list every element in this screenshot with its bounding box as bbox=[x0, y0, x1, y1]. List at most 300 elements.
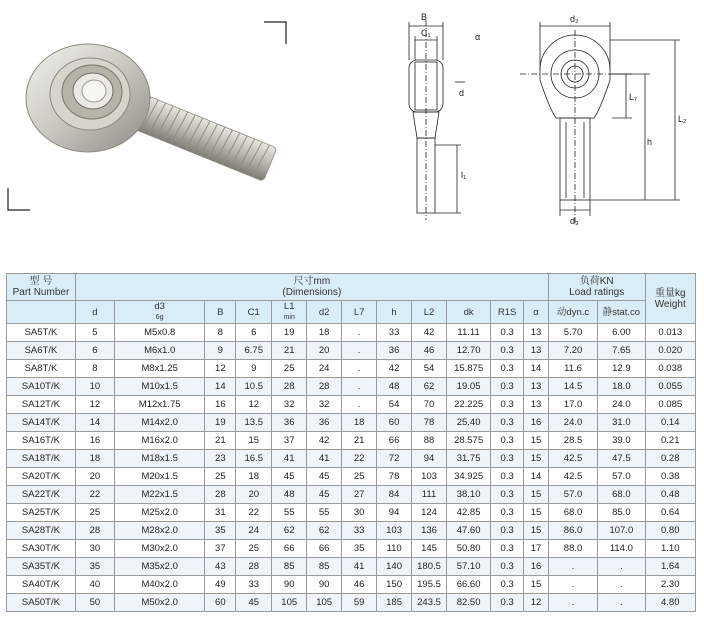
dim-l2-label: L₂ bbox=[678, 114, 687, 124]
table-cell: 62 bbox=[412, 378, 447, 396]
table-cell: 57.10 bbox=[447, 558, 491, 576]
table-cell: 42.5 bbox=[548, 468, 597, 486]
table-cell: 30 bbox=[75, 540, 114, 558]
table-cell: 31 bbox=[205, 504, 236, 522]
table-cell: 14 bbox=[524, 360, 549, 378]
table-cell: SA28T/K bbox=[7, 522, 76, 540]
table-cell: SA10T/K bbox=[7, 378, 76, 396]
table-cell: 28 bbox=[307, 378, 342, 396]
table-cell: 21 bbox=[272, 342, 307, 360]
header-stat: 静stat.co bbox=[598, 301, 645, 324]
table-cell: 0.3 bbox=[491, 522, 524, 540]
table-cell: 140 bbox=[377, 558, 412, 576]
table-cell: 0.038 bbox=[645, 360, 695, 378]
table-cell: . bbox=[548, 576, 597, 594]
table-cell: M18x1.5 bbox=[114, 450, 204, 468]
table-cell: SA22T/K bbox=[7, 486, 76, 504]
table-cell: 23 bbox=[205, 450, 236, 468]
table-cell: 9 bbox=[205, 342, 236, 360]
table-cell: 0.80 bbox=[645, 522, 695, 540]
table-cell: 24.0 bbox=[548, 414, 597, 432]
table-cell: 60 bbox=[377, 414, 412, 432]
header-load-en: Load ratings bbox=[569, 287, 625, 298]
table-cell: 0.3 bbox=[491, 486, 524, 504]
header-d3-label: d3 bbox=[154, 301, 165, 312]
table-cell: . bbox=[342, 396, 377, 414]
table-cell: 16 bbox=[205, 396, 236, 414]
table-cell: 11.11 bbox=[447, 324, 491, 342]
dim-d-label: d bbox=[459, 88, 465, 98]
table-cell: 36 bbox=[377, 342, 412, 360]
table-cell: 9 bbox=[236, 360, 272, 378]
table-cell: 10 bbox=[75, 378, 114, 396]
table-cell: 18 bbox=[236, 468, 272, 486]
table-cell: 24 bbox=[307, 360, 342, 378]
table-cell: 54 bbox=[377, 396, 412, 414]
table-cell: . bbox=[598, 576, 645, 594]
header-weight-cn: 重量kg bbox=[654, 287, 686, 299]
table-cell: 0.3 bbox=[491, 378, 524, 396]
table-cell: . bbox=[598, 594, 645, 612]
header-load-cn: 负荷KN bbox=[579, 276, 614, 287]
table-cell: 66 bbox=[272, 540, 307, 558]
table-cell: 28 bbox=[236, 558, 272, 576]
table-cell: 33 bbox=[377, 324, 412, 342]
table-cell: 46 bbox=[412, 342, 447, 360]
table-cell: 12.70 bbox=[447, 342, 491, 360]
table-cell: 19.05 bbox=[447, 378, 491, 396]
table-cell: 31.0 bbox=[598, 414, 645, 432]
table-cell: 43 bbox=[205, 558, 236, 576]
table-cell: 47.5 bbox=[598, 450, 645, 468]
table-cell: 38.10 bbox=[447, 486, 491, 504]
table-cell: 78 bbox=[377, 468, 412, 486]
header-model-cn: 型 号 bbox=[29, 276, 53, 287]
table-cell: SA5T/K bbox=[7, 324, 76, 342]
table-cell: 19 bbox=[272, 324, 307, 342]
table-cell: 15 bbox=[524, 504, 549, 522]
header-d3-sub: 6g bbox=[155, 314, 164, 321]
table-cell: 28 bbox=[205, 486, 236, 504]
table-cell: 0.64 bbox=[645, 504, 695, 522]
table-cell: 24.0 bbox=[598, 396, 645, 414]
table-cell: 16 bbox=[75, 432, 114, 450]
table-cell: 45 bbox=[307, 486, 342, 504]
table-cell: 32 bbox=[307, 396, 342, 414]
table-cell: 14 bbox=[75, 414, 114, 432]
table-cell: 103 bbox=[377, 522, 412, 540]
table-row bbox=[7, 504, 696, 522]
table-cell: 86.0 bbox=[548, 522, 597, 540]
table-cell: 37 bbox=[272, 432, 307, 450]
table-cell: 25 bbox=[272, 360, 307, 378]
table-cell: 15 bbox=[236, 432, 272, 450]
table-cell: 82.50 bbox=[447, 594, 491, 612]
dim-b-label: B bbox=[421, 12, 428, 22]
table-cell: 103 bbox=[412, 468, 447, 486]
table-cell: . bbox=[342, 342, 377, 360]
table-cell: 0.3 bbox=[491, 360, 524, 378]
table-cell: 13 bbox=[524, 342, 549, 360]
table-cell: 45 bbox=[236, 594, 272, 612]
table-row bbox=[7, 540, 696, 558]
table-cell: SA40T/K bbox=[7, 576, 76, 594]
table-cell: 15 bbox=[524, 486, 549, 504]
table-cell: 18.0 bbox=[598, 378, 645, 396]
table-cell: 15 bbox=[524, 576, 549, 594]
header-d2: d2 bbox=[307, 301, 342, 324]
table-cell: SA16T/K bbox=[7, 432, 76, 450]
table-cell: M25x2.0 bbox=[114, 504, 204, 522]
table-cell: 195.5 bbox=[412, 576, 447, 594]
table-cell: SA50T/K bbox=[7, 594, 76, 612]
table-header bbox=[7, 274, 696, 324]
table-cell: 24 bbox=[236, 522, 272, 540]
specification-table bbox=[6, 273, 696, 612]
table-cell: 70 bbox=[412, 396, 447, 414]
table-cell: M20x1.5 bbox=[114, 468, 204, 486]
table-cell: 12 bbox=[524, 594, 549, 612]
table-cell: 94 bbox=[412, 450, 447, 468]
table-cell: 78 bbox=[412, 414, 447, 432]
table-cell: 35 bbox=[342, 540, 377, 558]
table-cell: M16x2.0 bbox=[114, 432, 204, 450]
table-cell: 12 bbox=[236, 396, 272, 414]
table-cell: 8 bbox=[75, 360, 114, 378]
table-cell: 45 bbox=[272, 468, 307, 486]
table-row bbox=[7, 558, 696, 576]
table-cell: . bbox=[342, 378, 377, 396]
table-cell: 59 bbox=[342, 594, 377, 612]
table-cell: 18 bbox=[307, 324, 342, 342]
table-cell: 6.75 bbox=[236, 342, 272, 360]
table-cell: 66 bbox=[307, 540, 342, 558]
table-cell: . bbox=[548, 594, 597, 612]
table-cell: 13 bbox=[524, 396, 549, 414]
table-cell: 66.60 bbox=[447, 576, 491, 594]
table-cell: 124 bbox=[412, 504, 447, 522]
side-view-drawing bbox=[395, 0, 490, 230]
table-cell: 36 bbox=[307, 414, 342, 432]
table-cell: 0.3 bbox=[491, 504, 524, 522]
table-cell: 18 bbox=[75, 450, 114, 468]
header-c1: C1 bbox=[236, 301, 272, 324]
table-cell: 14.5 bbox=[548, 378, 597, 396]
table-cell: 47.60 bbox=[447, 522, 491, 540]
header-weight-en: Weight bbox=[654, 298, 686, 310]
table-cell: 41 bbox=[307, 450, 342, 468]
table-cell: M5x0.8 bbox=[114, 324, 204, 342]
table-cell: M14x2.0 bbox=[114, 414, 204, 432]
rod-end-photo bbox=[0, 0, 300, 215]
table-cell: 7.65 bbox=[598, 342, 645, 360]
table-cell: 4.80 bbox=[645, 594, 695, 612]
header-weight bbox=[645, 274, 695, 324]
table-cell: 150 bbox=[377, 576, 412, 594]
table-cell: 243.5 bbox=[412, 594, 447, 612]
table-cell: 0.085 bbox=[645, 396, 695, 414]
table-cell: 33 bbox=[342, 522, 377, 540]
table-cell: M22x1.5 bbox=[114, 486, 204, 504]
table-cell: M10x1.5 bbox=[114, 378, 204, 396]
table-cell: 66 bbox=[377, 432, 412, 450]
table-cell: 114.0 bbox=[598, 540, 645, 558]
table-cell: 0.48 bbox=[645, 486, 695, 504]
illustration-area bbox=[0, 0, 704, 270]
table-cell: 31.75 bbox=[447, 450, 491, 468]
table-cell: 105 bbox=[307, 594, 342, 612]
table-cell: 2.30 bbox=[645, 576, 695, 594]
table-cell: 107.0 bbox=[598, 522, 645, 540]
table-cell: M40x2.0 bbox=[114, 576, 204, 594]
table-cell: 57.0 bbox=[598, 468, 645, 486]
table-cell: 19 bbox=[205, 414, 236, 432]
table-cell: 0.3 bbox=[491, 468, 524, 486]
table-cell: M30x2.0 bbox=[114, 540, 204, 558]
table-cell: 35 bbox=[205, 522, 236, 540]
header-l1-sub: min bbox=[283, 314, 295, 321]
header-l7: L7 bbox=[342, 301, 377, 324]
table-cell: 25 bbox=[342, 468, 377, 486]
table-cell: SA12T/K bbox=[7, 396, 76, 414]
table-row bbox=[7, 450, 696, 468]
header-part-number bbox=[7, 274, 76, 301]
table-cell: 40 bbox=[75, 576, 114, 594]
table-cell: 88.0 bbox=[548, 540, 597, 558]
table-cell: 22 bbox=[236, 504, 272, 522]
table-cell: . bbox=[342, 324, 377, 342]
table-cell: 28 bbox=[272, 378, 307, 396]
table-cell: 54 bbox=[412, 360, 447, 378]
table-cell: 68.0 bbox=[548, 504, 597, 522]
table-row bbox=[7, 594, 696, 612]
table-cell: . bbox=[342, 360, 377, 378]
table-cell: 16.5 bbox=[236, 450, 272, 468]
table-cell: . bbox=[598, 558, 645, 576]
table-cell: 145 bbox=[412, 540, 447, 558]
header-l1-label: L1 bbox=[283, 301, 295, 312]
table-cell: 15 bbox=[524, 522, 549, 540]
table-cell: 11.6 bbox=[548, 360, 597, 378]
table-row bbox=[7, 396, 696, 414]
table-cell: 6.00 bbox=[598, 324, 645, 342]
table-cell: . bbox=[548, 558, 597, 576]
table-cell: 13 bbox=[524, 378, 549, 396]
table-cell: SA6T/K bbox=[7, 342, 76, 360]
table-cell: 13.5 bbox=[236, 414, 272, 432]
table-cell: 20 bbox=[307, 342, 342, 360]
table-cell: 32 bbox=[272, 396, 307, 414]
table-row bbox=[7, 324, 696, 342]
table-row bbox=[7, 414, 696, 432]
table-cell: 10.5 bbox=[236, 378, 272, 396]
table-cell: 27 bbox=[342, 486, 377, 504]
table-cell: 45 bbox=[307, 468, 342, 486]
table-cell: 15.875 bbox=[447, 360, 491, 378]
table-cell: 28 bbox=[75, 522, 114, 540]
table-cell: 85.0 bbox=[598, 504, 645, 522]
specification-table-wrap bbox=[6, 273, 696, 612]
table-cell: 57.0 bbox=[548, 486, 597, 504]
table-cell: 20 bbox=[236, 486, 272, 504]
table-cell: 25.40 bbox=[447, 414, 491, 432]
table-cell: 5.70 bbox=[548, 324, 597, 342]
table-cell: 0.013 bbox=[645, 324, 695, 342]
header-l2: L2 bbox=[412, 301, 447, 324]
header-dims-cn: 尺寸mm bbox=[293, 276, 331, 287]
table-cell: 15 bbox=[524, 432, 549, 450]
table-cell: 84 bbox=[377, 486, 412, 504]
header-dimensions bbox=[75, 274, 548, 301]
table-cell: 17.0 bbox=[548, 396, 597, 414]
table-row bbox=[7, 468, 696, 486]
table-cell: 68.0 bbox=[598, 486, 645, 504]
table-cell: 42 bbox=[307, 432, 342, 450]
table-row bbox=[7, 576, 696, 594]
table-cell: 28.5 bbox=[548, 432, 597, 450]
table-cell: 110 bbox=[377, 540, 412, 558]
table-cell: M8x1.25 bbox=[114, 360, 204, 378]
table-cell: 0.3 bbox=[491, 396, 524, 414]
table-cell: SA25T/K bbox=[7, 504, 76, 522]
table-cell: SA35T/K bbox=[7, 558, 76, 576]
dim-h-label: h bbox=[647, 137, 653, 147]
table-cell: 21 bbox=[342, 432, 377, 450]
table-cell: 50.80 bbox=[447, 540, 491, 558]
table-body bbox=[7, 324, 696, 612]
table-cell: 12 bbox=[205, 360, 236, 378]
table-row bbox=[7, 486, 696, 504]
header-l1 bbox=[272, 301, 307, 324]
table-cell: SA8T/K bbox=[7, 360, 76, 378]
header-h: h bbox=[377, 301, 412, 324]
table-row bbox=[7, 378, 696, 396]
table-cell: 111 bbox=[412, 486, 447, 504]
table-cell: 42.85 bbox=[447, 504, 491, 522]
table-cell: 0.3 bbox=[491, 576, 524, 594]
table-cell: 14 bbox=[524, 468, 549, 486]
table-cell: 55 bbox=[307, 504, 342, 522]
table-cell: 42 bbox=[412, 324, 447, 342]
table-cell: 7.20 bbox=[548, 342, 597, 360]
header-dk: dk bbox=[447, 301, 491, 324]
table-cell: 105 bbox=[272, 594, 307, 612]
header-d3 bbox=[114, 301, 204, 324]
table-cell: 34.925 bbox=[447, 468, 491, 486]
table-cell: 42.5 bbox=[548, 450, 597, 468]
table-cell: 22.225 bbox=[447, 396, 491, 414]
table-row bbox=[7, 522, 696, 540]
table-cell: 18 bbox=[342, 414, 377, 432]
table-cell: 20 bbox=[75, 468, 114, 486]
table-cell: SA18T/K bbox=[7, 450, 76, 468]
table-cell: 12 bbox=[75, 396, 114, 414]
table-cell: 6 bbox=[75, 342, 114, 360]
table-cell: 0.3 bbox=[491, 324, 524, 342]
table-cell: 50 bbox=[75, 594, 114, 612]
dim-alpha-label: α bbox=[475, 32, 481, 42]
header-r1s: R1S bbox=[491, 301, 524, 324]
table-cell: M6x1.0 bbox=[114, 342, 204, 360]
dim-l7-label: L₇ bbox=[629, 92, 638, 102]
table-cell: M50x2.0 bbox=[114, 594, 204, 612]
table-cell: 21 bbox=[205, 432, 236, 450]
table-cell: 62 bbox=[272, 522, 307, 540]
table-cell: 1.10 bbox=[645, 540, 695, 558]
table-cell: 0.3 bbox=[491, 558, 524, 576]
table-cell: 41 bbox=[272, 450, 307, 468]
table-cell: 46 bbox=[342, 576, 377, 594]
front-view-drawing bbox=[520, 0, 700, 230]
table-cell: 185 bbox=[377, 594, 412, 612]
table-cell: 180.5 bbox=[412, 558, 447, 576]
table-cell: 0.3 bbox=[491, 414, 524, 432]
table-cell: 90 bbox=[307, 576, 342, 594]
table-cell: 0.3 bbox=[491, 450, 524, 468]
table-cell: 0.3 bbox=[491, 432, 524, 450]
table-cell: 41 bbox=[342, 558, 377, 576]
table-cell: 0.3 bbox=[491, 594, 524, 612]
header-dyn: 动dyn.c bbox=[548, 301, 597, 324]
table-cell: 62 bbox=[307, 522, 342, 540]
table-cell: 136 bbox=[412, 522, 447, 540]
table-cell: 16 bbox=[524, 414, 549, 432]
table-cell: 0.28 bbox=[645, 450, 695, 468]
table-cell: M35x2.0 bbox=[114, 558, 204, 576]
table-cell: 0.055 bbox=[645, 378, 695, 396]
table-cell: 5 bbox=[75, 324, 114, 342]
header-d: d bbox=[75, 301, 114, 324]
table-cell: 88 bbox=[412, 432, 447, 450]
table-cell: 35 bbox=[75, 558, 114, 576]
header-load-ratings bbox=[548, 274, 645, 301]
table-cell: 0.14 bbox=[645, 414, 695, 432]
table-cell: 48 bbox=[272, 486, 307, 504]
table-row bbox=[7, 360, 696, 378]
table-cell: 13 bbox=[524, 324, 549, 342]
table-cell: 0.020 bbox=[645, 342, 695, 360]
table-cell: 55 bbox=[272, 504, 307, 522]
table-cell: 85 bbox=[307, 558, 342, 576]
table-cell: 14 bbox=[205, 378, 236, 396]
header-model-en: Part Number bbox=[12, 287, 70, 298]
table-cell: 33 bbox=[236, 576, 272, 594]
table-cell: 48 bbox=[377, 378, 412, 396]
table-cell: 22 bbox=[75, 486, 114, 504]
header-alpha: α bbox=[524, 301, 549, 324]
table-cell: 60 bbox=[205, 594, 236, 612]
table-cell: 94 bbox=[377, 504, 412, 522]
dim-d2-label: d₂ bbox=[570, 14, 579, 24]
table-cell: 25 bbox=[75, 504, 114, 522]
header-b: B bbox=[205, 301, 236, 324]
table-row bbox=[7, 432, 696, 450]
table-cell: 8 bbox=[205, 324, 236, 342]
table-cell: 42 bbox=[377, 360, 412, 378]
table-cell: 6 bbox=[236, 324, 272, 342]
table-cell: 28.575 bbox=[447, 432, 491, 450]
table-cell: 22 bbox=[342, 450, 377, 468]
table-cell: 37 bbox=[205, 540, 236, 558]
table-cell: 0.21 bbox=[645, 432, 695, 450]
dim-c1-label: C₁ bbox=[421, 28, 431, 38]
table-row bbox=[7, 342, 696, 360]
dim-d3-label: d₃ bbox=[570, 216, 579, 226]
table-cell: 17 bbox=[524, 540, 549, 558]
table-cell: 25 bbox=[236, 540, 272, 558]
table-cell: M12x1.75 bbox=[114, 396, 204, 414]
table-cell: 36 bbox=[272, 414, 307, 432]
